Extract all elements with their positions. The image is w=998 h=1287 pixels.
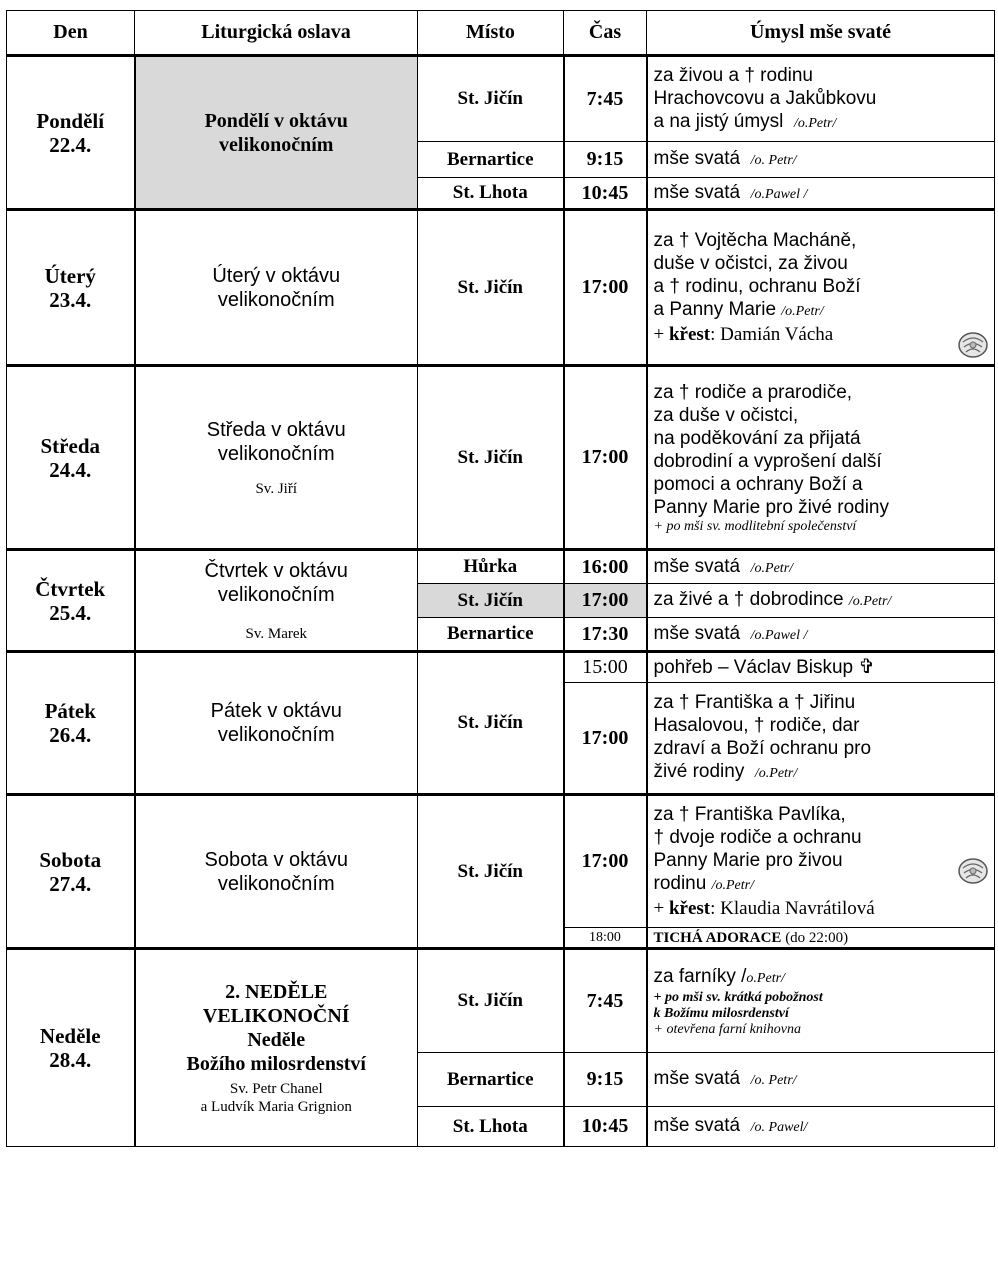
day-cell-saturday: [7, 795, 135, 949]
table-row: [7, 795, 995, 928]
intention-line: rodinu: [653, 873, 707, 894]
note-line: + po mši sv. modlitební společenství: [653, 518, 857, 534]
day-name: Čtvrtek: [35, 576, 106, 601]
intention-cell: [647, 949, 995, 1053]
liturgy-line: velikonočním: [217, 872, 335, 895]
priest-name: /o.Pawel /: [750, 186, 808, 202]
intention-cell: [647, 584, 995, 618]
baptism-prefix: +: [653, 324, 669, 345]
intention-line: za duše v očistci,: [653, 404, 799, 426]
baptism-name: : Klaudia Navrátilová: [710, 898, 875, 919]
liturgy-cell-saturday: [135, 795, 418, 949]
day-cell-friday: [7, 652, 135, 795]
note-line: k Božímu milosrdenství: [653, 1005, 789, 1021]
intention-line: za † Vojtěcha Macháně,: [653, 230, 857, 251]
intention-line: mše svatá: [653, 555, 741, 577]
adoration-cell: [647, 928, 995, 949]
intention-line: za farníky /: [653, 965, 747, 987]
intention-cell: [647, 56, 995, 142]
liturgy-line: velikonočním: [217, 442, 335, 465]
time-cell: 7:45: [564, 949, 647, 1053]
place-cell: St. Jičín: [418, 56, 564, 142]
intention-line: mše svatá: [653, 148, 741, 169]
intention-line: za † Františka Pavlíka,: [653, 804, 846, 825]
liturgy-line: 2. NEDĚLE: [225, 981, 328, 1003]
intention-line: † dvoje rodiče a ochranu: [653, 827, 862, 848]
liturgy-line: velikonočním: [217, 583, 335, 606]
place-cell: St. Jičín: [418, 795, 564, 949]
day-date: 22.4.: [49, 132, 92, 157]
liturgy-line: Neděle: [247, 1029, 306, 1051]
time-cell: 17:00: [564, 366, 647, 550]
baptism-prefix: +: [653, 898, 669, 919]
time-cell: 16:00: [564, 550, 647, 584]
baptism-shell-icon: [956, 856, 990, 886]
day-cell-sunday: [7, 949, 135, 1147]
intention-line: mše svatá: [653, 1115, 741, 1136]
place-cell: St. Lhota: [418, 1107, 564, 1147]
cross-icon: ✞: [858, 656, 876, 678]
table-row: [7, 949, 995, 1053]
day-date: 27.4.: [49, 871, 92, 896]
intention-cell: [647, 618, 995, 652]
intention-line: Hrachovcovu a Jakůbkovu: [653, 87, 877, 109]
liturgy-line: Božího milosrdenství: [186, 1053, 366, 1075]
intention-line: a Panny Marie: [653, 299, 777, 320]
intention-line: mše svatá: [653, 181, 741, 203]
intention-line: Hasalovou, † rodiče, dar: [653, 715, 860, 736]
saint-name: Sv. Jiří: [255, 480, 298, 497]
header-intention: Úmysl mše svaté: [647, 11, 995, 56]
liturgy-cell-thursday: [135, 550, 418, 652]
priest-name: /o. Pawel/: [750, 1120, 808, 1135]
note-line: + po mši sv. krátká pobožnost: [653, 989, 823, 1005]
intention-cell: [647, 366, 995, 550]
intention-line: mše svatá: [653, 1068, 741, 1089]
place-cell: St. Jičín: [418, 210, 564, 366]
header-time: Čas: [564, 11, 647, 56]
priest-name: /o. Petr/: [750, 1073, 797, 1088]
liturgy-cell-sunday: [135, 949, 418, 1147]
day-date: 23.4.: [49, 287, 92, 312]
time-cell: 9:15: [564, 142, 647, 178]
baptism-label: křest: [668, 324, 711, 345]
time-cell: 10:45: [564, 178, 647, 210]
priest-name: /o. Petr/: [750, 153, 797, 168]
place-cell: St. Jičín: [418, 584, 564, 618]
intention-line: pomoci a ochrany Boží a: [653, 473, 863, 495]
funeral-cell: [647, 652, 995, 683]
intention-line: Panny Marie pro živou: [653, 850, 843, 871]
place-cell: St. Jičín: [418, 652, 564, 795]
priest-name: /o.Petr/: [781, 304, 824, 319]
note-line: + otevřena farní knihovna: [653, 1021, 801, 1037]
liturgy-line: VELIKONOČNÍ: [202, 1005, 350, 1027]
header-day: Den: [7, 11, 135, 56]
place-cell: St. Jičín: [418, 366, 564, 550]
place-cell: Bernartice: [418, 618, 564, 652]
intention-line: mše svatá: [653, 622, 741, 644]
time-cell: 17:00: [564, 683, 647, 795]
place-cell: Bernartice: [418, 142, 564, 178]
time-cell: 17:00: [564, 210, 647, 366]
day-cell-wednesday: [7, 366, 135, 550]
place-cell: Bernartice: [418, 1053, 564, 1107]
intention-cell: [647, 1053, 995, 1107]
day-date: 28.4.: [49, 1048, 92, 1072]
day-date: 26.4.: [49, 723, 92, 747]
baptism-shell-icon: [956, 330, 990, 360]
priest-name: /o.Pawel /: [750, 627, 808, 643]
intention-line: za † Františka a † Jiřinu: [653, 692, 856, 713]
intention-line: živé rodiny: [653, 761, 745, 782]
header-place: Místo: [418, 11, 564, 56]
table-row: [7, 210, 995, 366]
adoration-label: TICHÁ ADORACE: [653, 930, 782, 946]
day-cell-tuesday: [7, 210, 135, 366]
intention-line: a † rodinu, ochranu Boží: [653, 276, 861, 297]
liturgy-line: Středa v oktávu: [206, 418, 346, 441]
time-cell: 17:00: [564, 584, 647, 618]
funeral-text: pohřeb – Václav Biskup: [653, 657, 854, 678]
header-row: [7, 11, 995, 56]
intention-cell: [647, 683, 995, 795]
intention-line: a na jistý úmysl: [653, 110, 784, 132]
liturgy-cell-monday: [135, 56, 418, 210]
day-date: 25.4.: [49, 600, 92, 625]
intention-cell: [647, 142, 995, 178]
intention-line: duše v očistci, za živou: [653, 253, 848, 274]
day-name: Neděle: [39, 1024, 101, 1048]
intention-line: dobrodiní a vyprošení další: [653, 450, 882, 472]
day-name: Úterý: [44, 263, 96, 288]
day-date: 24.4.: [49, 457, 92, 482]
liturgy-cell-friday: [135, 652, 418, 795]
liturgy-cell-wednesday: [135, 366, 418, 550]
liturgy-line: velikonočním: [217, 724, 335, 746]
time-cell: 17:00: [564, 795, 647, 928]
time-cell: 10:45: [564, 1107, 647, 1147]
intention-line: na poděkování za přijatá: [653, 427, 861, 449]
liturgy-line: Čtvrtek v oktávu: [204, 559, 348, 582]
liturgy-cell-tuesday: [135, 210, 418, 366]
saint-name: a Ludvík Maria Grignion: [200, 1099, 352, 1115]
place-cell: Hůrka: [418, 550, 564, 584]
intention-line: zdraví a Boží ochranu pro: [653, 738, 872, 759]
liturgy-line: velikonočním: [219, 133, 334, 156]
liturgy-line: Pondělí v oktávu: [204, 109, 348, 132]
saint-name: Sv. Marek: [245, 625, 308, 642]
priest-name: /o.Petr/: [750, 560, 794, 576]
intention-cell: [647, 210, 995, 366]
priest-name: o.Petr/: [746, 970, 785, 986]
baptism-name: : Damián Vácha: [710, 324, 834, 345]
day-name: Pátek: [44, 699, 96, 723]
time-cell: 15:00: [564, 652, 647, 683]
mass-schedule-table: [6, 10, 995, 1147]
table-row: [7, 56, 995, 142]
intention-cell: [647, 550, 995, 584]
time-cell: 18:00: [564, 928, 647, 949]
priest-name: /o.Petr/: [793, 115, 837, 131]
liturgy-line: Úterý v oktávu: [212, 264, 341, 287]
intention-cell: [647, 1107, 995, 1147]
adoration-until: (do 22:00): [781, 930, 849, 946]
table-row: [7, 366, 995, 550]
priest-name: /o.Petr/: [711, 878, 754, 893]
time-cell: 17:30: [564, 618, 647, 652]
day-name: Středa: [40, 433, 100, 458]
baptism-label: křest: [668, 898, 711, 919]
liturgy-line: Sobota v oktávu: [204, 848, 348, 871]
intention-line: Panny Marie pro živé rodiny: [653, 496, 889, 518]
priest-name: /o.Petr/: [848, 594, 892, 609]
place-cell: St. Jičín: [418, 949, 564, 1053]
day-name: Pondělí: [36, 108, 105, 133]
liturgy-line: velikonočním: [217, 288, 335, 311]
table-row: [7, 550, 995, 584]
intention-cell: [647, 178, 995, 210]
day-cell-thursday: [7, 550, 135, 652]
saint-name: Sv. Petr Chanel: [229, 1081, 323, 1097]
place-cell: St. Lhota: [418, 178, 564, 210]
day-cell-monday: [7, 56, 135, 210]
priest-name: /o.Petr/: [754, 766, 798, 781]
time-cell: 9:15: [564, 1053, 647, 1107]
intention-line: za živou a † rodinu: [653, 64, 813, 86]
intention-line: za † rodiče a prarodiče,: [653, 381, 853, 403]
table-row: [7, 652, 995, 683]
intention-line: za živé a † dobrodince: [653, 589, 844, 610]
header-liturgy: Liturgická oslava: [135, 11, 418, 56]
day-name: Sobota: [39, 847, 102, 872]
intention-cell: [647, 795, 995, 928]
time-cell: 7:45: [564, 56, 647, 142]
liturgy-line: Pátek v oktávu: [210, 700, 342, 722]
